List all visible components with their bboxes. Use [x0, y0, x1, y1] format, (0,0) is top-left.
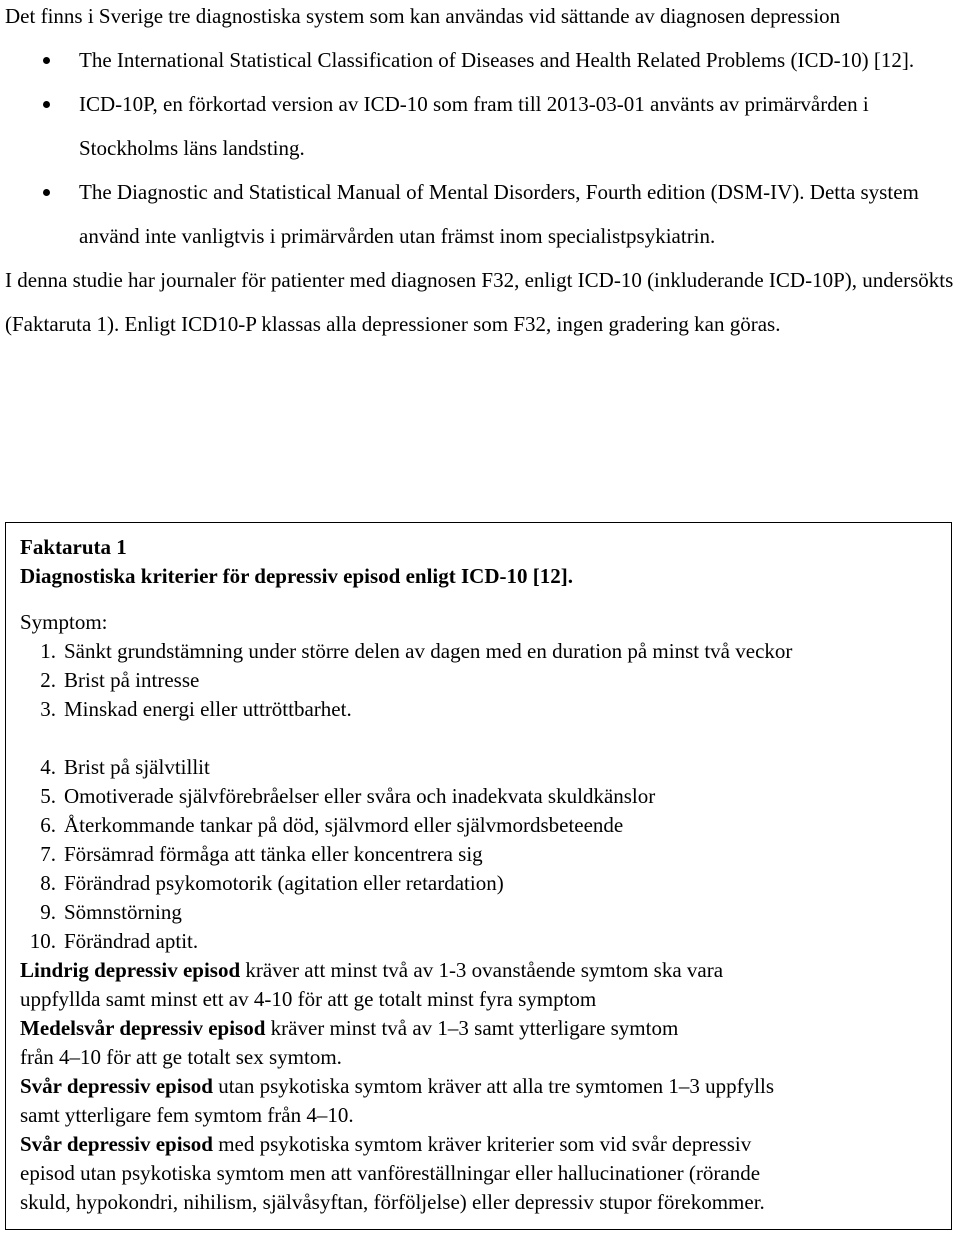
factbox	[5, 522, 952, 1230]
list-item-text: Omotiverade självförebråelser eller svåra och inadekvata skuldkänslor	[64, 784, 656, 808]
list-item	[20, 840, 945, 869]
criterion-severe-continued: samt ytterligare fem symtom från 4–10.	[20, 1103, 354, 1127]
list-item-text: Återkommande tankar på död, självmord eller självmordsbeteende	[64, 813, 624, 837]
bullet-icon	[43, 189, 50, 196]
criterion-text: utan psykotiska symtom kräver att alla tre symtomen 1–3 uppfylls	[212, 1074, 775, 1098]
list-item-text: Sömnstörning	[64, 900, 182, 924]
factbox-subtitle: Diagnostiska kriterier för depressiv episod enligt ICD-10 [12].	[20, 564, 573, 588]
criterion-moderate-continued: från 4–10 för att ge totalt sex symtom.	[20, 1045, 342, 1069]
symptom-list	[20, 637, 945, 956]
symptom-heading: Symptom:	[20, 610, 108, 634]
list-number: 7.	[40, 842, 56, 866]
list-item	[5, 82, 955, 170]
list-item-text: Brist på självtillit	[64, 755, 210, 779]
list-item	[5, 170, 955, 258]
list-number: 1.	[40, 639, 56, 663]
factbox-content	[20, 533, 945, 1217]
list-item-text: Förändrad aptit.	[64, 929, 199, 953]
list-item-text: Brist på intresse	[64, 668, 200, 692]
criterion-text: kräver minst två av 1–3 samt ytterligare symtom	[265, 1016, 679, 1040]
criterion-term: Lindrig depressiv episod	[20, 958, 241, 982]
criterion-severe-psychotic-continued: episod utan psykotiska symtom men att vanföreställningar eller hallucinationer (rörande	[20, 1161, 761, 1185]
list-number: 4.	[40, 755, 56, 779]
criterion-moderate	[20, 1014, 945, 1043]
list-item	[20, 753, 945, 782]
list-item	[20, 811, 945, 840]
list-item-text: Försämrad förmåga att tänka eller koncentrera sig	[64, 842, 483, 866]
criterion-severe	[20, 1072, 945, 1101]
criterion-severe-psychotic-continued-2: skuld, hypokondri, nihilism, självåsyftan, förföljelse) eller depressiv stupor förekommer.	[20, 1190, 765, 1214]
list-item	[20, 869, 945, 898]
list-item-text: ICD-10P, en förkortad version av ICD-10 som fram till 2013-03-01 använts av primärvården i Stockholms läns landsting.	[79, 92, 869, 160]
list-item	[20, 666, 945, 695]
intro-section	[5, 0, 955, 346]
list-number: 3.	[40, 697, 56, 721]
list-number: 5.	[40, 784, 56, 808]
bullet-icon	[43, 57, 50, 64]
list-item-text: The Diagnostic and Statistical Manual of Mental Disorders, Fourth edition (DSM-IV). Detta system använd inte vanligtvis i primärvården utan främst inom specialistpsykiatrin.	[79, 180, 919, 248]
criterion-mild	[20, 956, 945, 985]
list-item	[20, 695, 945, 724]
bullet-icon	[43, 101, 50, 108]
criterion-term: Svår depressiv episod	[20, 1074, 213, 1098]
study-paragraph: I denna studie har journaler för patienter med diagnosen F32, enligt ICD-10 (inkluderande ICD-10P), undersökts (Faktaruta 1). Enligt ICD10-P klassas alla depressioner som F32, ingen gradering kan göras.	[5, 268, 954, 336]
list-item-text: Minskad energi eller uttröttbarhet.	[64, 697, 352, 721]
criterion-severe-psychotic	[20, 1130, 945, 1159]
list-number: 2.	[40, 668, 56, 692]
list-item-text: Sänkt grundstämning under större delen av dagen med en duration på minst två veckor	[64, 639, 793, 663]
diagnostic-systems-list	[5, 38, 955, 258]
list-item-text: The International Statistical Classification of Diseases and Health Related Problems (ICD-10) [12].	[79, 48, 915, 72]
criterion-mild-continued: uppfyllda samt minst ett av 4-10 för att ge totalt minst fyra symptom	[20, 987, 597, 1011]
list-item	[20, 927, 945, 956]
list-number: 8.	[40, 871, 56, 895]
criterion-term: Medelsvår depressiv episod	[20, 1016, 266, 1040]
criterion-term: Svår depressiv episod	[20, 1132, 213, 1156]
criterion-text: kräver att minst två av 1-3 ovanstående symtom ska vara	[240, 958, 724, 982]
list-item	[5, 38, 955, 82]
severity-criteria	[20, 956, 945, 1217]
list-item-text: Förändrad psykomotorik (agitation eller retardation)	[64, 871, 504, 895]
factbox-title: Faktaruta 1	[20, 535, 127, 559]
list-item	[20, 782, 945, 811]
criterion-text: med psykotiska symtom kräver kriterier som vid svår depressiv	[212, 1132, 752, 1156]
intro-lead: Det finns i Sverige tre diagnostiska system som kan användas vid sättande av diagnosen depression	[5, 4, 841, 28]
list-item	[20, 637, 945, 666]
list-number: 9.	[40, 900, 56, 924]
list-item	[20, 898, 945, 927]
list-number: 6.	[40, 813, 56, 837]
list-number: 10.	[29, 929, 56, 953]
